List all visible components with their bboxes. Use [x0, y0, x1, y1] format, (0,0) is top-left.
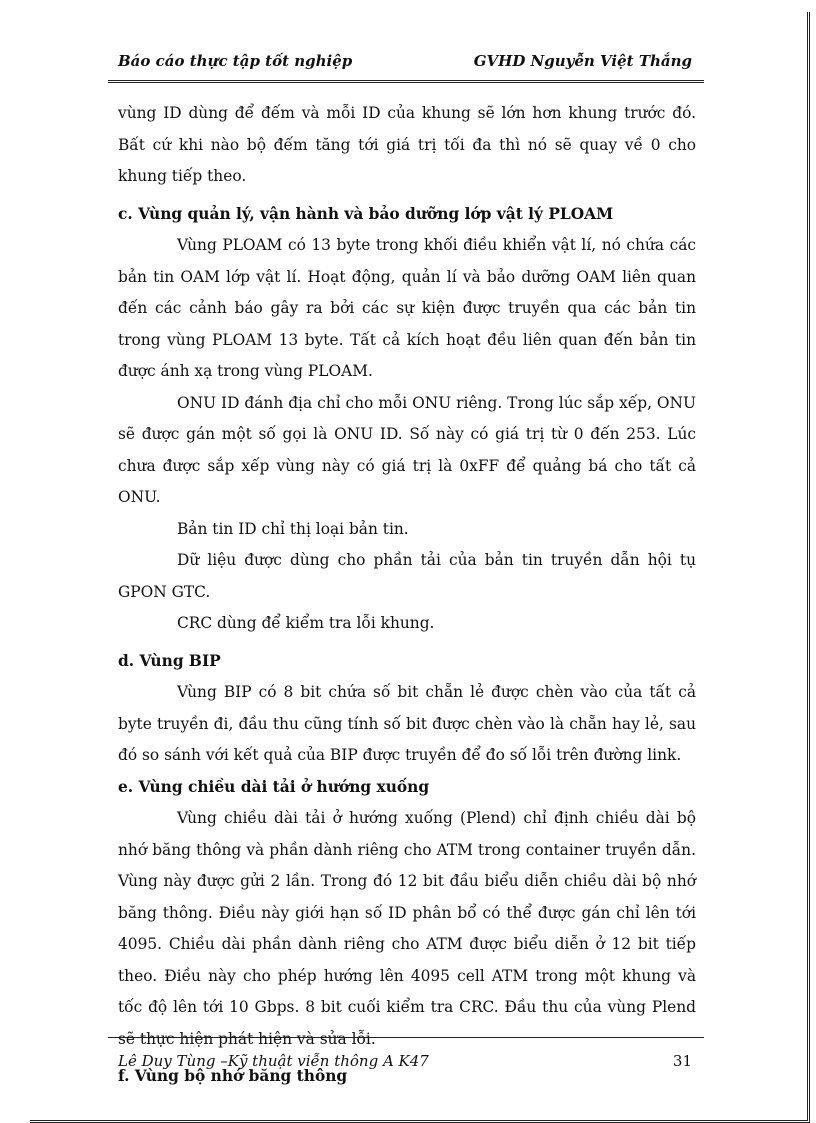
paragraph-onu-id: ONU ID đánh địa chỉ cho mỗi ONU riêng. Trong lúc sắp xếp, ONU sẽ được gán một số gọi là ONU ID. Số này có giá trị từ 0 đến 253. Lúc chưa được sắp xếp vùng này có giá trị là 0xFF để quảng bá cho tất cả ONU.: [118, 393, 696, 506]
header-report-title: Báo cáo thực tập tốt nghiệp: [118, 52, 353, 70]
section-heading-e: e. Vùng chiều dài tải ở hướng xuống: [118, 777, 430, 796]
page-number: 31: [672, 1052, 692, 1070]
header-supervisor: GVHD Nguyễn Việt Thắng: [473, 52, 692, 70]
paragraph-message-id: Bản tin ID chỉ thị loại bản tin.: [177, 519, 409, 538]
paragraph-bip: Vùng BIP có 8 bit chứa số bit chẵn lẻ được chèn vào của tất cả byte truyền đi, đầu thu cũng tính số bit được chèn vào là chẵn hay lẻ, sau đó so sánh với kết quả của BIP được truyền để đo số lỗi trên đường link.: [118, 683, 696, 764]
paragraph-plend: Vùng chiều dài tải ở hướng xuống (Plend) chỉ định chiều dài bộ nhớ băng thông và phần dành riêng cho ATM trong container truyền dẫn. Vùng này được gửi 2 lần. Trong đó 12 bit đầu biểu diễn chiều dài bộ nhớ băng thông. Điều này giới hạn số ID phân bổ có thể được gán chỉ lên tới 4095. Chiều dài phần dành riêng cho ATM được biểu diễn ở 12 bit tiếp theo. Điều này cho phép hướng lên 4095 cell ATM trong một khung và tốc độ lên tới 10 Gbps. 8 bit cuối kiểm tra CRC. Đầu thu của vùng Plend sẽ thực hiện phát hiện và sửa lỗi.: [118, 809, 696, 1048]
section-heading-d: d. Vùng BIP: [118, 651, 221, 670]
paragraph-data: Dữ liệu được dùng cho phần tải của bản tin truyền dẫn hội tụ GPON GTC.: [118, 551, 696, 601]
section-heading-f: f. Vùng bộ nhớ băng thông: [118, 1067, 348, 1085]
paragraph-ploam: Vùng PLOAM có 13 byte trong khối điều khiển vật lí, nó chứa các bản tin OAM lớp vật lí. Hoạt động, quản lí và bảo dưỡng OAM liên quan đến các cảnh báo gây ra bởi các sự kiện được truyền qua các bản tin trong vùng PLOAM 13 byte. Tất cả kích hoạt đều liên quan đến bản tin được ánh xạ trong vùng PLOAM.: [118, 236, 696, 380]
section-heading-c: c. Vùng quản lý, vận hành và bảo dưỡng lớp vật lý PLOAM: [118, 204, 614, 223]
footer-divider: [108, 1037, 704, 1038]
document-body: [118, 98, 696, 1093]
footer-author: Lê Duy Tùng –Kỹ thuật viễn thông A K47: [118, 1052, 429, 1070]
paragraph-crc: CRC dùng để kiểm tra lỗi khung.: [177, 614, 435, 632]
header-divider: [108, 80, 704, 83]
paragraph-continuation: vùng ID dùng để đếm và mỗi ID của khung sẽ lớn hơn khung trước đó. Bất cứ khi nào bộ đếm tăng tới giá trị tối đa thì nó sẽ quay về 0 cho khung tiếp theo.: [118, 104, 696, 185]
